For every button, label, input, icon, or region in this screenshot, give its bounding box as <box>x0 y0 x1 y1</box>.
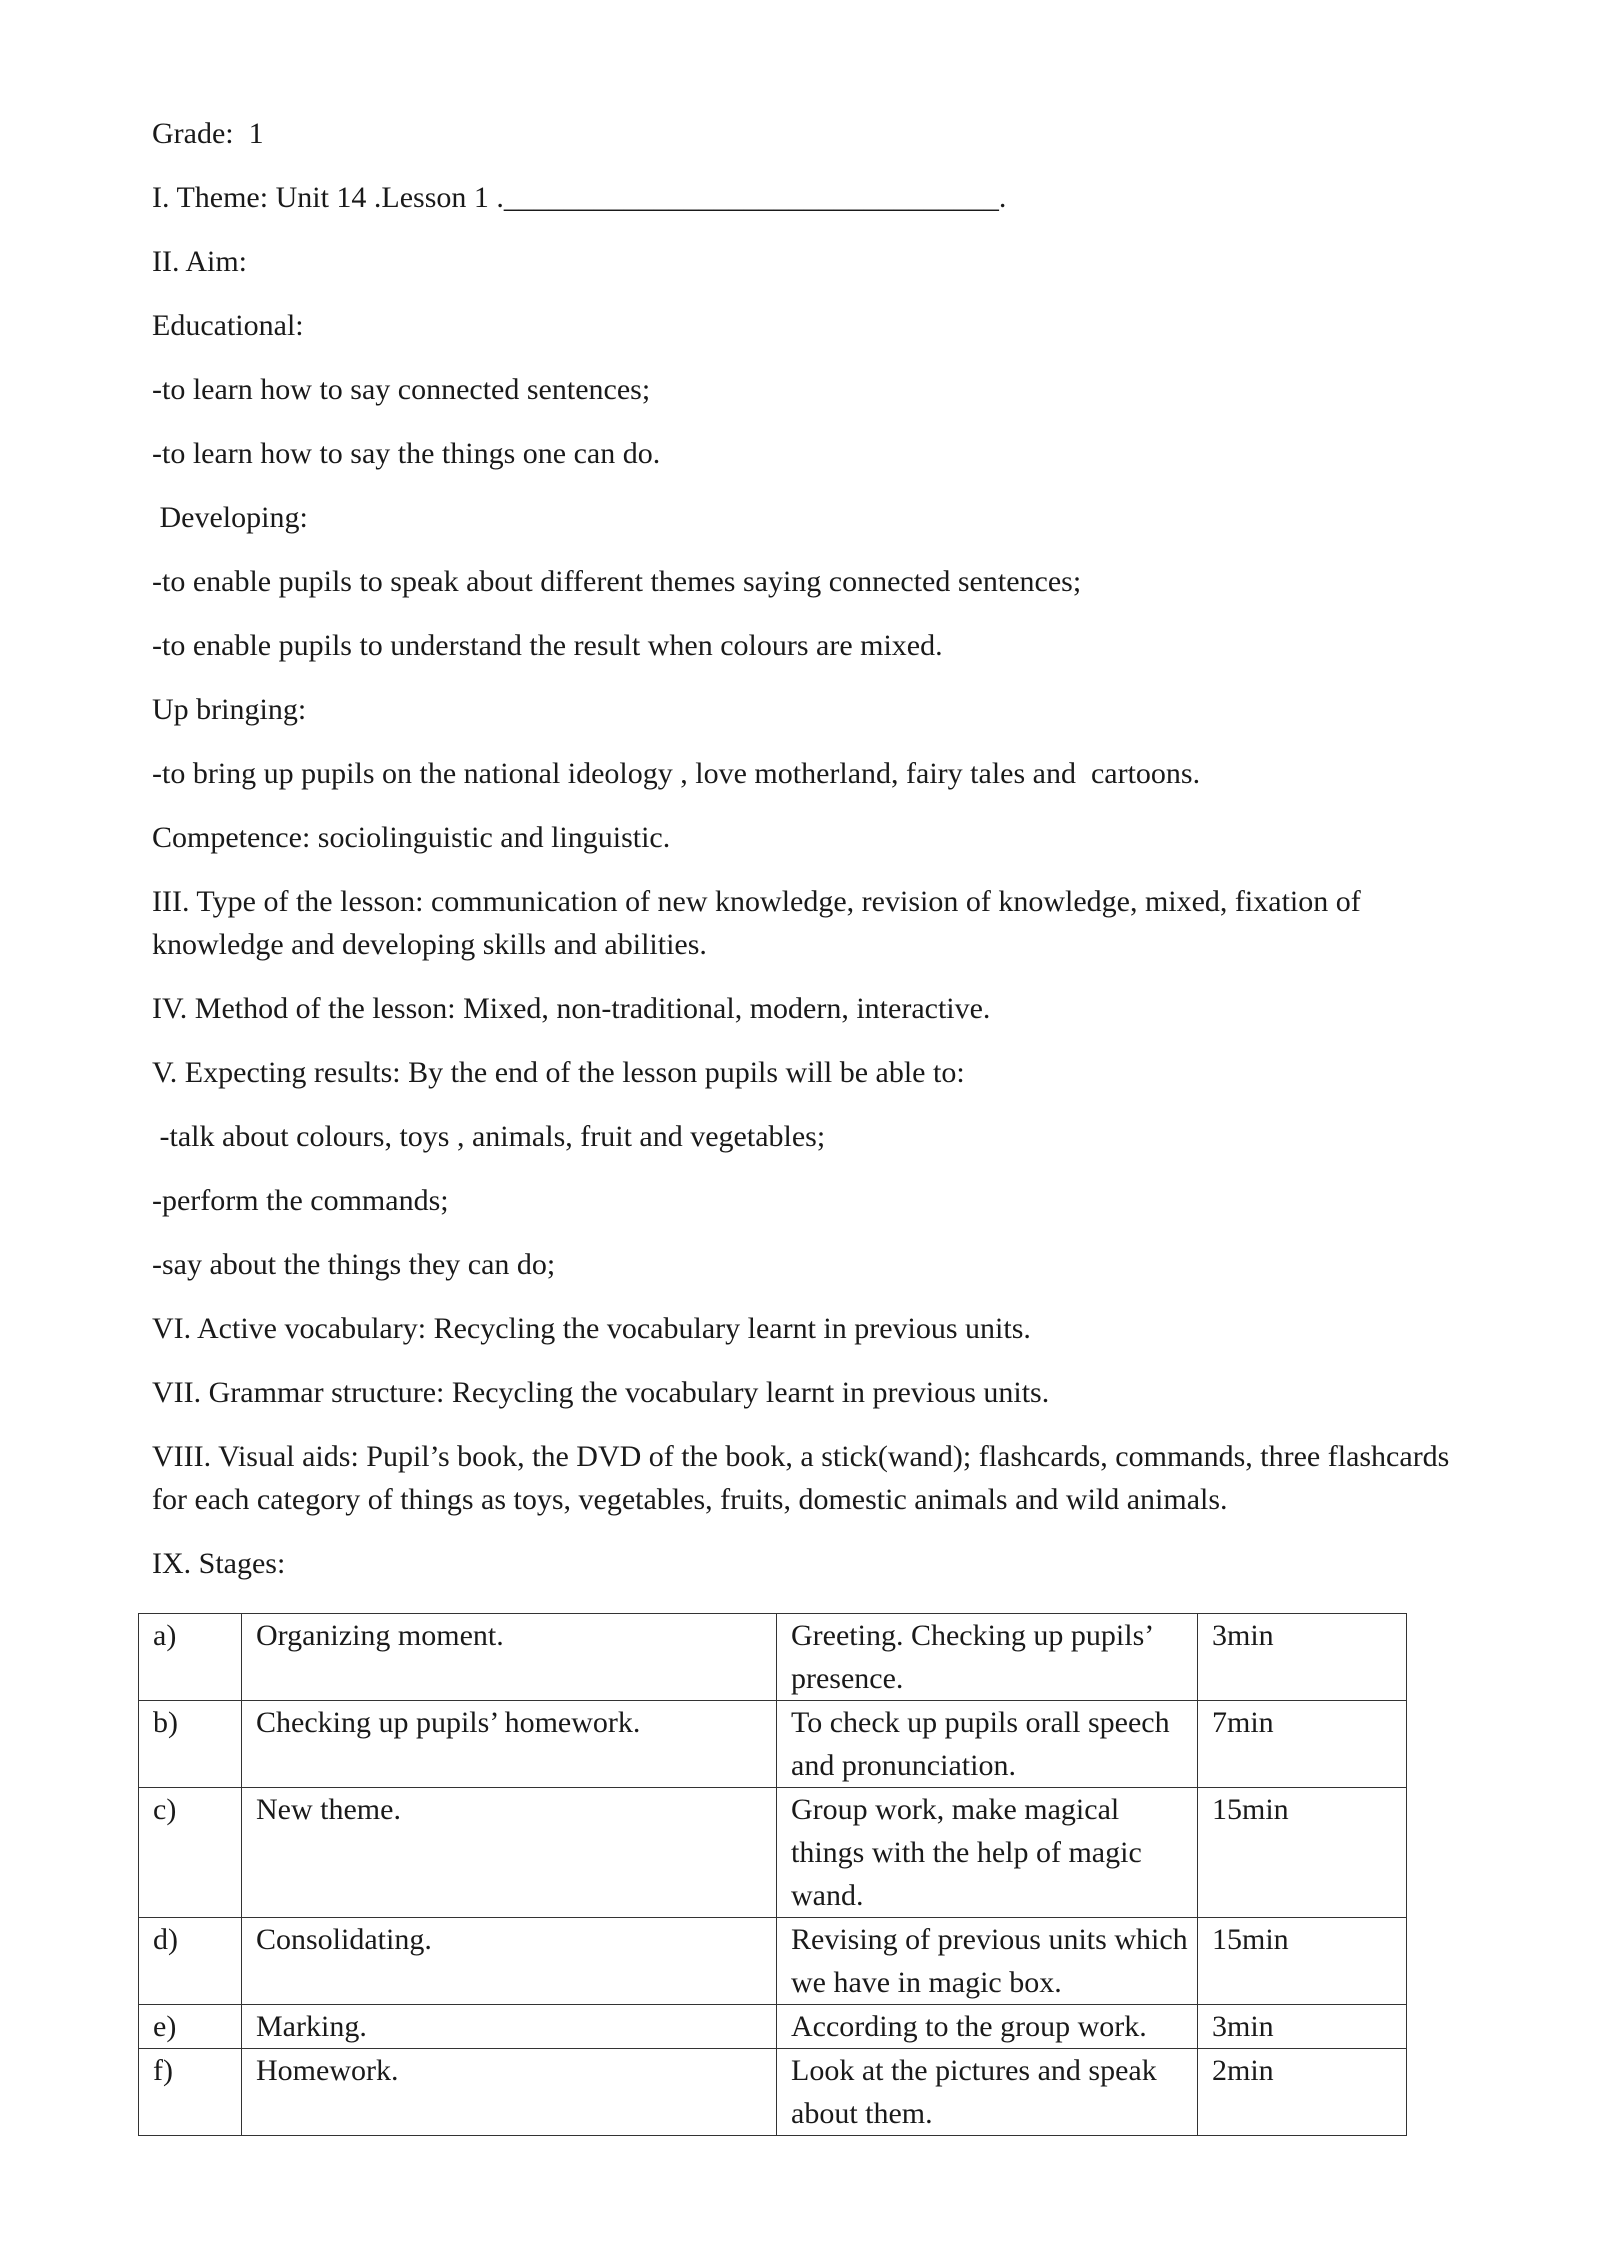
stage-letter: c) <box>139 1788 242 1918</box>
stage-description: Greeting. Checking up pupils’ presence. <box>777 1614 1198 1701</box>
expected-result-item: -talk about colours, toys , animals, fruit and vegetables; <box>152 1120 826 1153</box>
stage-time: 7min <box>1198 1701 1407 1788</box>
table-row <box>139 1918 1407 2005</box>
stages-table <box>138 1613 1407 2136</box>
developing-item: -to enable pupils to understand the result when colours are mixed. <box>152 629 943 662</box>
stages-heading: IX. Stages: <box>152 1547 286 1580</box>
stage-time: 15min <box>1198 1918 1407 2005</box>
expected-result-item: -say about the things they can do; <box>152 1248 556 1281</box>
table-row <box>139 2005 1407 2049</box>
table-row <box>139 1701 1407 1788</box>
stage-name: Organizing moment. <box>242 1614 777 1701</box>
stage-letter: b) <box>139 1701 242 1788</box>
grade-line: Grade: 1 <box>152 117 264 150</box>
table-row <box>139 1614 1407 1701</box>
active-vocabulary-line: VI. Active vocabulary: Recycling the vocabulary learnt in previous units. <box>152 1312 1031 1345</box>
stage-letter: e) <box>139 2005 242 2049</box>
stage-letter: f) <box>139 2049 242 2136</box>
grammar-structure-line: VII. Grammar structure: Recycling the vocabulary learnt in previous units. <box>152 1376 1050 1409</box>
stage-name: Consolidating. <box>242 1918 777 2005</box>
lesson-plan-text <box>152 112 1472 1606</box>
educational-item: -to learn how to say the things one can do. <box>152 437 661 470</box>
educational-heading: Educational: <box>152 309 304 342</box>
stage-time: 3min <box>1198 1614 1407 1701</box>
stage-time: 15min <box>1198 1788 1407 1918</box>
lesson-type-line: III. Type of the lesson: communication of new knowledge, revision of knowledge, mixed, fixation of knowledge and developing skills and abilities. <box>152 885 1369 961</box>
aim-heading: II. Aim: <box>152 245 247 278</box>
stage-letter: d) <box>139 1918 242 2005</box>
theme-line: I. Theme: Unit 14 .Lesson 1 ._________________________________. <box>152 181 1007 214</box>
upbringing-item: -to bring up pupils on the national ideology , love motherland, fairy tales and cartoons. <box>152 757 1201 790</box>
table-row <box>139 2049 1407 2136</box>
stage-time: 3min <box>1198 2005 1407 2049</box>
stage-description: Look at the pictures and speak about them. <box>777 2049 1198 2136</box>
stage-description: Group work, make magical things with the help of magic wand. <box>777 1788 1198 1918</box>
stage-description: Revising of previous units which we have in magic box. <box>777 1918 1198 2005</box>
expected-result-item: -perform the commands; <box>152 1184 449 1217</box>
stage-description: To check up pupils orall speech and pronunciation. <box>777 1701 1198 1788</box>
visual-aids-line: VIII. Visual aids: Pupil’s book, the DVD of the book, a stick(wand); flashcards, commands, three flashcards for each category of things as toys, vegetables, fruits, domestic animals and wild animals. <box>152 1440 1457 1516</box>
developing-item: -to enable pupils to speak about different themes saying connected sentences; <box>152 565 1082 598</box>
stage-name: Checking up pupils’ homework. <box>242 1701 777 1788</box>
expected-results-heading: V. Expecting results: By the end of the lesson pupils will be able to: <box>152 1056 965 1089</box>
stage-letter: a) <box>139 1614 242 1701</box>
stage-name: New theme. <box>242 1788 777 1918</box>
stage-name: Homework. <box>242 2049 777 2136</box>
lesson-method-line: IV. Method of the lesson: Mixed, non-traditional, modern, interactive. <box>152 992 991 1025</box>
stage-name: Marking. <box>242 2005 777 2049</box>
educational-item: -to learn how to say connected sentences; <box>152 373 651 406</box>
table-row <box>139 1788 1407 1918</box>
stage-description: According to the group work. <box>777 2005 1198 2049</box>
upbringing-heading: Up bringing: <box>152 693 307 726</box>
developing-heading: Developing: <box>152 501 308 534</box>
competence-line: Competence: sociolinguistic and linguistic. <box>152 821 671 854</box>
stage-time: 2min <box>1198 2049 1407 2136</box>
